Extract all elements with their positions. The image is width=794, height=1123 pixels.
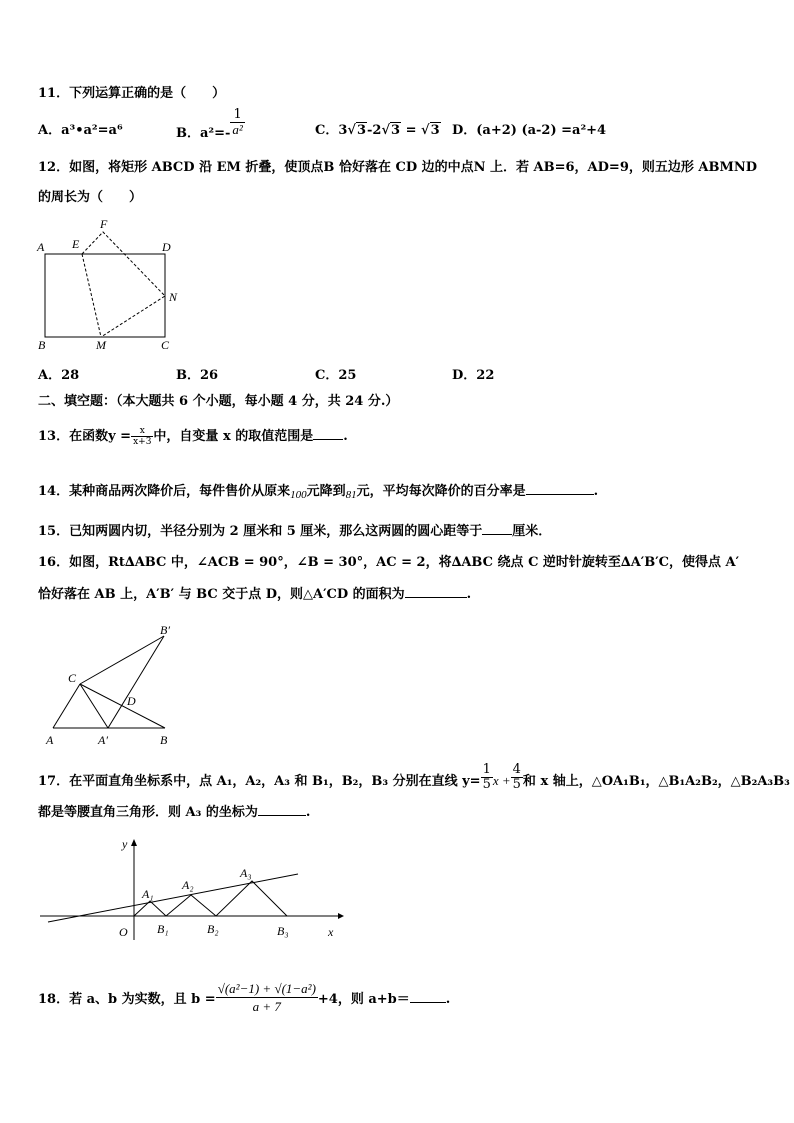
label-d: D [162,240,171,254]
x-axis-arrow [338,913,344,919]
label-m: M [96,338,106,352]
q15 [38,520,551,539]
label-e: E [72,237,80,251]
label-n: N [169,290,178,304]
label-f: F [100,217,108,231]
segment-cb [80,684,165,728]
q17-frac1-den: 5 [482,777,491,792]
q11-c-prefix: C．3 [315,123,348,138]
q18-answer-blank[interactable] [410,990,446,1003]
q17-line1 [38,763,790,792]
q17-line2-text: 都是等腰直角三角形．则 A₃ 的坐标为 [38,805,258,820]
label-o: O [119,925,128,939]
q13-answer-blank[interactable] [313,427,343,440]
q12-figure [32,215,192,355]
q17-frac2-den: 5 [512,777,521,792]
label-d: D [127,694,136,708]
y-axis-arrow [131,839,137,846]
q17-frac2-num: 4 [512,762,521,777]
isosceles-triangles [134,881,287,916]
q18-suffix: +4，则 a+b＝ [317,992,410,1007]
label-c: C [68,671,77,685]
q13-suffix: 中，自变量 x 的取值范围是 [153,429,314,444]
label-b2: B₂ [207,922,219,936]
label-y: y [122,837,128,851]
q11-c-root2: 3 [391,123,401,138]
q13-end: . [343,429,348,444]
q14 [38,480,598,499]
label-a2: A₂ [182,878,194,892]
q18-fraction [216,980,318,1015]
q12-line2: 的周长为（ ） [38,190,143,205]
segment-a1b1 [108,636,164,728]
q16-end: . [466,587,472,602]
segment-cb1 [80,636,164,684]
q11-b-prefix: B．a²=- [176,126,231,141]
fold-line-em [82,254,101,337]
label-b: B [160,733,168,747]
q11-option-b [176,107,245,141]
q13-den: x+3 [133,437,152,447]
q11-b-num: 1 [230,108,244,123]
q12-option-b: B．26 [176,368,219,383]
line-y-equals [48,874,298,922]
q16-line2-wrap [38,583,471,602]
rectangle-abcd [45,254,165,337]
q18-prefix: 18．若 a、b 为实数，且 b = [38,992,216,1007]
label-b3: B₃ [277,924,289,938]
q11-c-mid: -2 [367,123,382,138]
q11-c-root1: 3 [356,123,366,138]
q17-prefix: 17．在平面直角坐标系中，点 A₁，A₂，A₃ 和 B₁，B₂，B₃ 分别在直线 y= [38,774,481,789]
q14-answer-blank[interactable] [526,482,594,495]
q18 [38,980,450,1015]
label-a: A [37,240,45,254]
q17-figure [38,836,358,944]
q18-den: a + 7 [252,999,281,1014]
q17-frac1 [481,763,493,792]
q18-num: √(a²−1) + √(1−a²) [217,981,316,996]
label-b-prime: B′ [160,623,170,637]
label-a-prime: A′ [98,733,108,747]
label-c: C [161,338,170,352]
q17-mid: x + [492,773,511,788]
label-x: x [328,925,334,939]
label-b1: B₁ [157,922,169,936]
q14-end: . [593,484,599,499]
q17-line2 [38,801,310,820]
q14-mid: 元降到 [306,484,346,499]
q11-b-fraction [230,108,244,137]
q16-answer-blank[interactable] [405,585,467,598]
q14-value2: 81 [345,489,357,501]
q12-option-c: C．25 [315,368,357,383]
q17-suffix: 和 x 轴上，△OA₁B₁，△B₁A₂B₂，△B₂A₃B₃ [522,774,790,789]
q11-option-c: C．3√3-2√3 = √3 [315,123,440,138]
q12-option-d: D．22 [452,368,495,383]
segment-ac [53,684,80,728]
q16-figure [40,618,190,750]
q18-end: . [445,992,451,1007]
q17-end: . [305,805,311,820]
q17-frac2 [511,763,523,792]
q15-answer-blank[interactable] [482,522,512,535]
q11-option-d: D．(a+2) (a-2) =a²+4 [452,123,607,138]
q15-text: 15．已知两圆内切，半径分别为 2 厘米和 5 厘米，那么这两圆的圆心距等于 [38,524,483,539]
q15-end: 厘米． [512,524,552,539]
q11-c-root3: 3 [430,123,440,138]
q13-fraction [131,426,153,447]
q14-prefix: 14．某种商品两次降价后，每件售价从原来 [38,484,291,499]
q14-value1: 100 [290,489,307,501]
fold-lines [82,232,165,337]
q13-num: x [131,426,153,437]
q13-prefix: 13．在函数y = [38,429,132,444]
label-a1: A₁ [142,887,154,901]
q11-option-a: A．a³•a²=a⁶ [38,123,123,138]
q11-stem: 11．下列运算正确的是（ ） [38,86,226,101]
label-b: B [38,338,46,352]
q14-suffix: 元，平均每次降价的百分率是 [356,484,526,499]
q11-c-eq: = [405,123,417,138]
segment-ca1 [80,684,108,728]
section-2-heading: 二、填空题：（本大题共 6 个小题，每小题 4 分，共 24 分.） [38,394,399,409]
label-a: A [46,733,54,747]
q16-line2: 恰好落在 AB 上，A′B′ 与 BC 交于点 D，则△A′CD 的面积为 [38,587,405,602]
q11-b-den: a² [232,122,243,137]
q17-frac1-num: 1 [482,762,491,777]
q12-option-a: A．28 [38,368,80,383]
q12-line1: 12．如图，将矩形 ABCD 沿 EM 折叠，使顶点B 恰好落在 CD 边的中点N 上．若 AB=6，AD=9，则五边形 ABMND [38,160,758,175]
label-a3: A₃ [240,866,252,880]
q17-answer-blank[interactable] [258,803,306,816]
q16-line1: 16．如图，Rt∆ABC 中，∠ACB = 90°，∠B = 30°，AC = 2，将∆ABC 绕点 C 逆时针旋转至∆A′B′C，使得点 A′ [38,555,740,570]
q13 [38,425,348,447]
